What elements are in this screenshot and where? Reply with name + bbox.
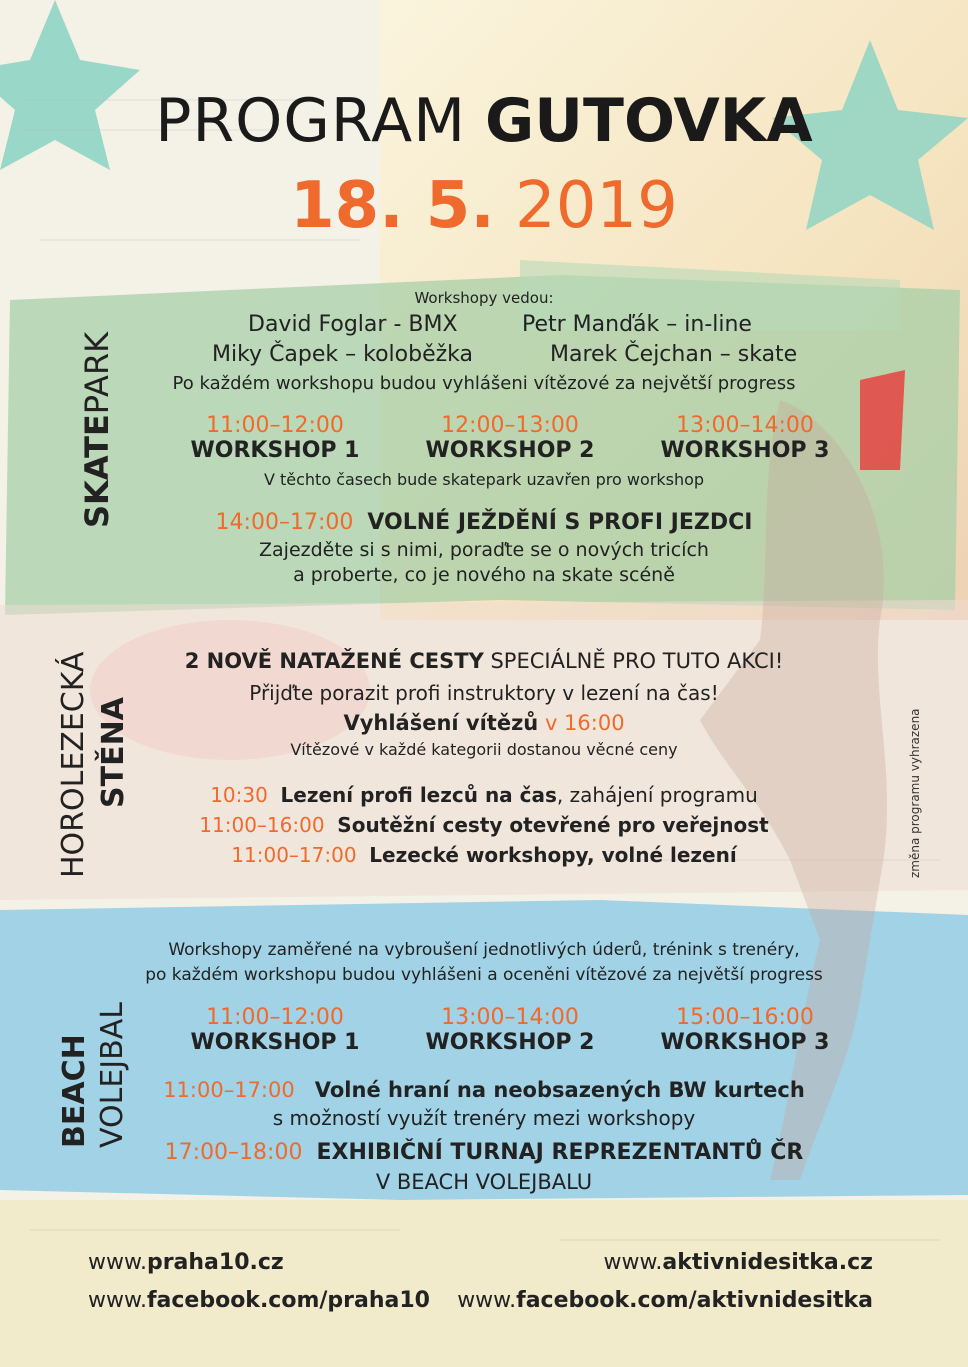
workshop-name: WORKSHOP 3 [660,1030,830,1055]
free-ride-heading [0,510,968,535]
link-aktivnidesitka[interactable]: www.aktivnidesitka.cz [603,1250,873,1275]
workshop-time: 13:00–14:00 [676,413,814,438]
wall-schedule-row-1: 10:30 Lezení profi lezců na čas, zahájení programu [210,783,758,807]
free-ride-desc-1: Zajezděte si s nimi, poraďte se o nových tricích [259,539,709,561]
beach-intro-1: Workshopy zaměřené na vybroušení jednotlivých úderů, trénink s trenéry, [168,940,800,960]
workshop-name: WORKSHOP 1 [190,1030,360,1055]
progress-note: Po každém workshopu budou vyhlášeni vítězové za největší progress [172,373,796,394]
beach-intro-2: po každém workshopu budou vyhlášeni a oceněni vítězové za největší progress [145,965,823,985]
workshop-lead: Workshopy vedou: [414,289,554,307]
wall-schedule-row-3: 11:00–17:00 Lezecké workshopy, volné lezení [231,843,737,867]
wall-schedule-row-2: 11:00–16:00 Soutěžní cesty otevřené pro veřejnost [199,813,769,837]
challenge-text: Přijďte porazit profi instruktory v lezení na čas! [249,681,719,705]
leader-3: Miky Čapek – koloběžka [212,342,474,367]
link-facebook-praha10[interactable]: www.facebook.com/praha10 [88,1288,430,1313]
new-routes-bold: 2 NOVĚ NATAŽENÉ CESTY [184,649,484,673]
workshop-time: 11:00–12:00 [206,1005,344,1030]
exhibition-sub: V BEACH VOLEJBALU [375,1170,593,1194]
workshop-time: 13:00–14:00 [441,1005,579,1030]
workshop-time: 12:00–13:00 [441,413,579,438]
workshop-name: WORKSHOP 1 [190,438,360,463]
workshop-name: WORKSHOP 2 [425,1030,595,1055]
skate-workshop-2 [415,413,605,463]
title-light: PROGRAM [155,86,466,156]
link-facebook-aktivnidesitka[interactable]: www.facebook.com/aktivnidesitka [457,1288,873,1313]
section-label-wall: HOROLEZECKÁ STĚNA [56,651,131,878]
beach-workshop-1 [180,1005,370,1055]
free-ride-time: 14:00–17:00 [215,510,354,535]
date-day-month: 18. 5. [290,169,495,243]
event-date [0,168,968,244]
page-title [0,86,968,156]
exhibition-heading: 17:00–18:00 EXHIBIČNÍ TURNAJ REPREZENTANTŮ ČR [164,1140,804,1165]
leader-2: Petr Manďák – in-line [522,312,752,337]
section-label-beach: BEACH VOLEJBAL [57,1002,130,1148]
workshop-name: WORKSHOP 2 [425,438,595,463]
skate-workshop-3 [650,413,840,463]
skate-workshop-1 [180,413,370,463]
free-ride-title: VOLNÉ JEŽDĚNÍ S PROFI JEZDCI [367,510,753,535]
skatepark-closed-note: V těchto časech bude skatepark uzavřen pro workshop [263,470,705,489]
workshop-time: 11:00–12:00 [206,413,344,438]
winners-announcement: Vyhlášení vítězů v 16:00 [343,711,625,735]
title-bold: GUTOVKA [485,86,813,156]
date-year: 2019 [514,169,678,243]
leader-4: Marek Čejchan – skate [550,342,798,367]
new-routes-rest: SPECIÁLNĚ PRO TUTO AKCI! [490,649,784,673]
beach-workshop-3 [650,1005,840,1055]
new-routes [0,649,968,673]
beach-workshop-2 [415,1005,605,1055]
workshop-time: 15:00–16:00 [676,1005,814,1030]
link-praha10[interactable]: www.praha10.cz [88,1250,284,1275]
section-label-skatepark: SKATEPARK [78,331,116,528]
program-change-note: změna programu vyhrazena [908,708,922,878]
free-play-heading: 11:00–17:00 Volné hraní na neobsazených BW kurtech [163,1078,805,1102]
leader-1: David Foglar - BMX [248,312,458,337]
prizes-note: Vítězové v každé kategorii dostanou věcné ceny [290,740,678,759]
free-ride-desc-2: a proberte, co je nového na skate scéně [293,564,675,586]
workshop-name: WORKSHOP 3 [660,438,830,463]
free-play-desc: s možností využít trenéry mezi workshopy [272,1106,696,1130]
